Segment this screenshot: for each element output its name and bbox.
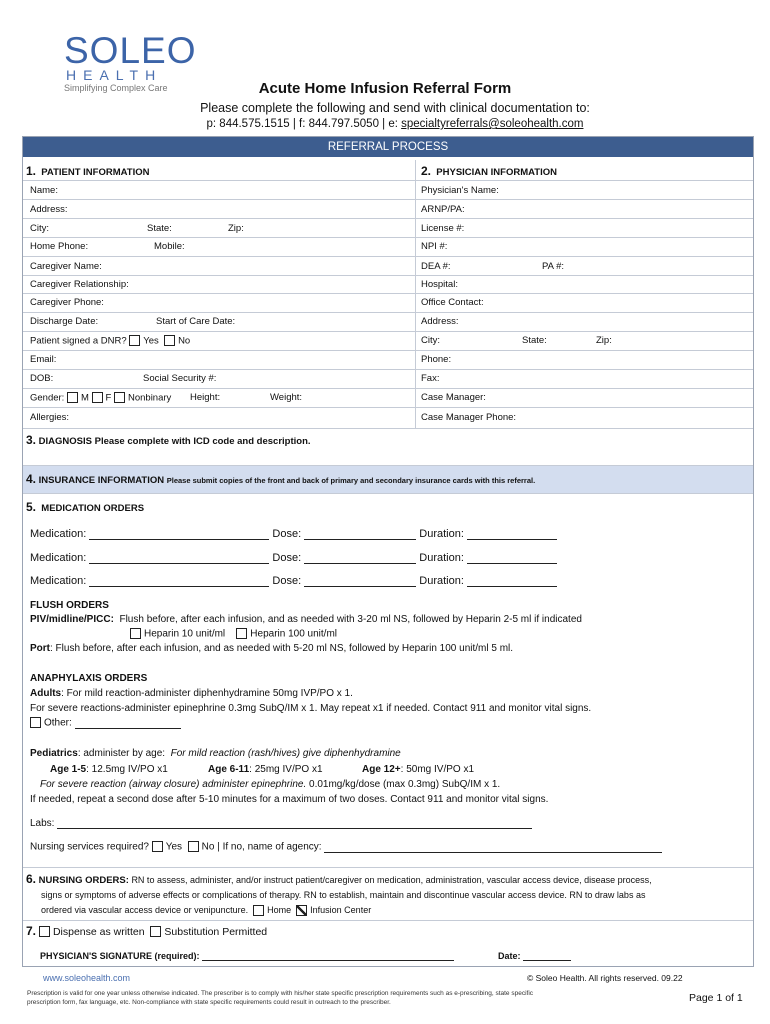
caregiver-relationship-field[interactable]: Caregiver Relationship: — [30, 279, 129, 290]
divider — [23, 256, 753, 257]
home-checkbox[interactable] — [253, 905, 264, 916]
dnr-yes-checkbox[interactable] — [129, 335, 140, 346]
other-input[interactable] — [75, 717, 181, 729]
physician-address-field[interactable]: Address: — [421, 316, 459, 327]
dose-input[interactable] — [304, 575, 416, 587]
dnr-row: Patient signed a DNR? Yes No — [30, 335, 191, 347]
license-field[interactable]: License #: — [421, 223, 465, 234]
divider — [23, 218, 753, 219]
divider — [23, 331, 753, 332]
divider — [23, 312, 753, 313]
contact-line — [0, 118, 770, 130]
ssn-field[interactable]: Social Security #: — [143, 373, 217, 384]
page-number: Page 1 of 1 — [689, 992, 743, 1004]
gender-f-checkbox[interactable] — [92, 392, 103, 403]
diagnosis-heading: 3. DIAGNOSIS Please complete with ICD code and description. — [26, 433, 311, 447]
pediatrics-line: Pediatrics: administer by age: For mild reaction (rash/hives) give diphenhydramine — [30, 748, 401, 759]
dose-input[interactable] — [304, 528, 416, 540]
heparin-10-checkbox[interactable] — [130, 628, 141, 639]
medication-input[interactable] — [89, 552, 269, 564]
mobile-field[interactable]: Mobile: — [154, 241, 185, 252]
weight-field[interactable]: Weight: — [270, 392, 303, 403]
legal-line-1: Prescription is valid for one year unless otherwise indicated. The prescriber is to comply with his/her state specific prescription requirements such as e-prescribing, state specific — [27, 990, 534, 997]
heparin-options: Heparin 10 unit/ml Heparin 100 unit/ml — [130, 628, 337, 640]
hospital-field[interactable]: Hospital: — [421, 279, 458, 290]
contact-numbers: p: 844.575.1515 | f: 844.797.5050 | e: — [206, 118, 402, 130]
labs-input[interactable] — [57, 817, 532, 829]
nursing-no-checkbox[interactable] — [188, 841, 199, 852]
infusion-center-checkbox[interactable] — [296, 905, 307, 916]
ped-severe-line: For severe reaction (airway closure) administer epinephrine. 0.01mg/kg/dose (max 0.3mg) SubQ/IM x 1. — [40, 779, 501, 790]
patient-email-field[interactable]: Email: — [30, 354, 57, 365]
divider — [23, 867, 753, 868]
labs-row: Labs: — [30, 817, 532, 829]
case-manager-phone-field[interactable]: Case Manager Phone: — [421, 412, 517, 423]
column-divider — [415, 160, 416, 428]
physician-name-field[interactable]: Physician's Name: — [421, 185, 499, 196]
flush-heading: FLUSH ORDERS — [30, 600, 109, 611]
medication-row: Medication: Dose: Duration: — [30, 552, 557, 564]
physician-phone-field[interactable]: Phone: — [421, 354, 452, 365]
heparin-100-checkbox[interactable] — [236, 628, 247, 639]
start-of-care-field[interactable]: Start of Care Date: — [156, 316, 236, 327]
substitution-checkbox[interactable] — [150, 926, 161, 937]
physician-city-field[interactable]: City: — [421, 335, 440, 346]
divider — [23, 465, 753, 466]
dea-field[interactable]: DEA #: — [421, 261, 451, 272]
signature-input[interactable] — [202, 949, 454, 961]
npi-field[interactable]: NPI #: — [421, 241, 448, 252]
age-dosing-line: Age 6-11: 25mg IV/PO x1 — [208, 764, 323, 775]
logo-brand: SOLEO — [64, 30, 197, 71]
divider — [23, 493, 753, 494]
pa-field[interactable]: PA #: — [542, 261, 565, 272]
date-row: Date: — [498, 949, 571, 961]
form-title: Acute Home Infusion Referral Form — [258, 80, 512, 97]
caregiver-name-field[interactable]: Caregiver Name: — [30, 261, 102, 272]
medication-row: Medication: Dose: Duration: — [30, 528, 557, 540]
anaphylaxis-heading: ANAPHYLAXIS ORDERS — [30, 673, 148, 684]
dispense-row: 7. Dispense as written Substitution Permitted — [26, 924, 268, 938]
other-checkbox[interactable] — [30, 717, 41, 728]
dob-field[interactable]: DOB: — [30, 373, 54, 384]
date-input[interactable] — [523, 949, 571, 961]
patient-name-field[interactable]: Name: — [30, 185, 58, 196]
referral-process-bar: REFERRAL PROCESS — [23, 137, 753, 157]
physician-state-field[interactable]: State: — [522, 335, 547, 346]
discharge-date-field[interactable]: Discharge Date: — [30, 316, 99, 327]
age-dosing-line: Age 1-5: 12.5mg IV/PO x1 — [50, 764, 168, 775]
height-field[interactable]: Height: — [190, 392, 221, 403]
patient-city-field[interactable]: City: — [30, 223, 49, 234]
patient-zip-field[interactable]: Zip: — [228, 223, 244, 234]
patient-state-field[interactable]: State: — [147, 223, 172, 234]
office-contact-field[interactable]: Office Contact: — [421, 297, 484, 308]
insurance-heading: 4. INSURANCE INFORMATION Please submit copies of the front and back of primary and secondary insurance cards with this referral. — [26, 472, 536, 486]
divider — [23, 350, 753, 351]
divider — [23, 275, 753, 276]
medication-row: Medication: Dose: Duration: — [30, 575, 557, 587]
home-phone-field[interactable]: Home Phone: — [30, 241, 89, 252]
other-row: Other: — [30, 717, 181, 729]
legal-line-2: prescription form, fax language, etc. Non-compliance with state specific requirements could result in outreach to the prescriber. — [27, 999, 391, 1006]
divider — [23, 920, 753, 921]
nursing-orders: 6. NURSING ORDERS: RN to assess, administer, and/or instruct patient/caregiver on medication, administration, vascular access device, disease process, signs or symptoms of adverse effects or complications of therapy. RN to establish, maintain and discontinue vascular access device. RN to draw labs as ordered via vascular access device or venipuncture. Home Infusion Center — [26, 872, 652, 915]
gender-row: Gender: M F Nonbinary — [30, 392, 172, 404]
physician-heading: 2. PHYSICIAN INFORMATION — [421, 164, 557, 178]
caregiver-phone-field[interactable]: Caregiver Phone: — [30, 297, 104, 308]
medication-input[interactable] — [89, 575, 269, 587]
dispense-as-written-checkbox[interactable] — [39, 926, 50, 937]
divider — [23, 388, 753, 389]
duration-input[interactable] — [467, 528, 557, 540]
instruction: Please complete the following and send with clinical documentation to: — [200, 101, 590, 115]
logo-tagline: Simplifying Complex Care — [64, 83, 168, 93]
adults-line: Adults: For mild reaction-administer diphenhydramine 50mg IVP/PO x 1. — [30, 688, 353, 699]
signature-row: PHYSICIAN'S SIGNATURE (required): — [40, 949, 454, 961]
age-dosing-line: Age 12+: 50mg IV/PO x1 — [362, 764, 475, 775]
medication-heading: 5. MEDICATION ORDERS — [26, 500, 145, 514]
divider — [23, 180, 753, 181]
repeat-line: If needed, repeat a second dose after 5-10 minutes for a maximum of two doses. Contact 911 and monitor vital signs. — [30, 794, 549, 805]
logo-sub: HEALTH — [66, 67, 163, 83]
agency-input[interactable] — [324, 841, 662, 853]
website-link[interactable]: www.soleohealth.com — [43, 973, 131, 983]
physician-zip-field[interactable]: Zip: — [596, 335, 612, 346]
allergies-field[interactable]: Allergies: — [30, 412, 70, 423]
duration-input[interactable] — [467, 575, 557, 587]
duration-input[interactable] — [467, 552, 557, 564]
severe-line: For severe reactions-administer epinephrine 0.3mg SubQ/IM x 1. May repeat x1 if needed. Contact 911 and monitor vital signs. — [30, 703, 592, 714]
divider — [23, 369, 753, 370]
dose-input[interactable] — [304, 552, 416, 564]
patient-address-field[interactable]: Address: — [30, 204, 68, 215]
gender-m-checkbox[interactable] — [67, 392, 78, 403]
divider — [23, 407, 753, 408]
dnr-no-checkbox[interactable] — [164, 335, 175, 346]
nursing-yes-checkbox[interactable] — [152, 841, 163, 852]
arnp-field[interactable]: ARNP/PA: — [421, 204, 465, 215]
divider — [23, 428, 753, 429]
case-manager-field[interactable]: Case Manager: — [421, 392, 486, 403]
gender-nonbinary-checkbox[interactable] — [114, 392, 125, 403]
email-link[interactable]: specialtyreferrals@soleohealth.com — [401, 118, 584, 130]
flush-piv-line: PIV/midline/PICC: Flush before, after each infusion, and as needed with 3-20 ml NS, followed by Heparin 2-5 ml if indicated — [30, 614, 582, 625]
fax-field[interactable]: Fax: — [421, 373, 440, 384]
patient-heading: 1. PATIENT INFORMATION — [26, 164, 150, 178]
divider — [23, 199, 753, 200]
medication-input[interactable] — [89, 528, 269, 540]
copyright: © Soleo Health. All rights reserved. 09.22 — [527, 973, 683, 983]
nursing-services-row: Nursing services required? Yes No | If no, name of agency: — [30, 841, 662, 853]
flush-port-line: Port: Flush before, after each infusion, and as needed with 5-20 ml NS, followed by Heparin 100 unit/ml 5 ml. — [30, 643, 514, 654]
divider — [23, 293, 753, 294]
divider — [23, 237, 753, 238]
